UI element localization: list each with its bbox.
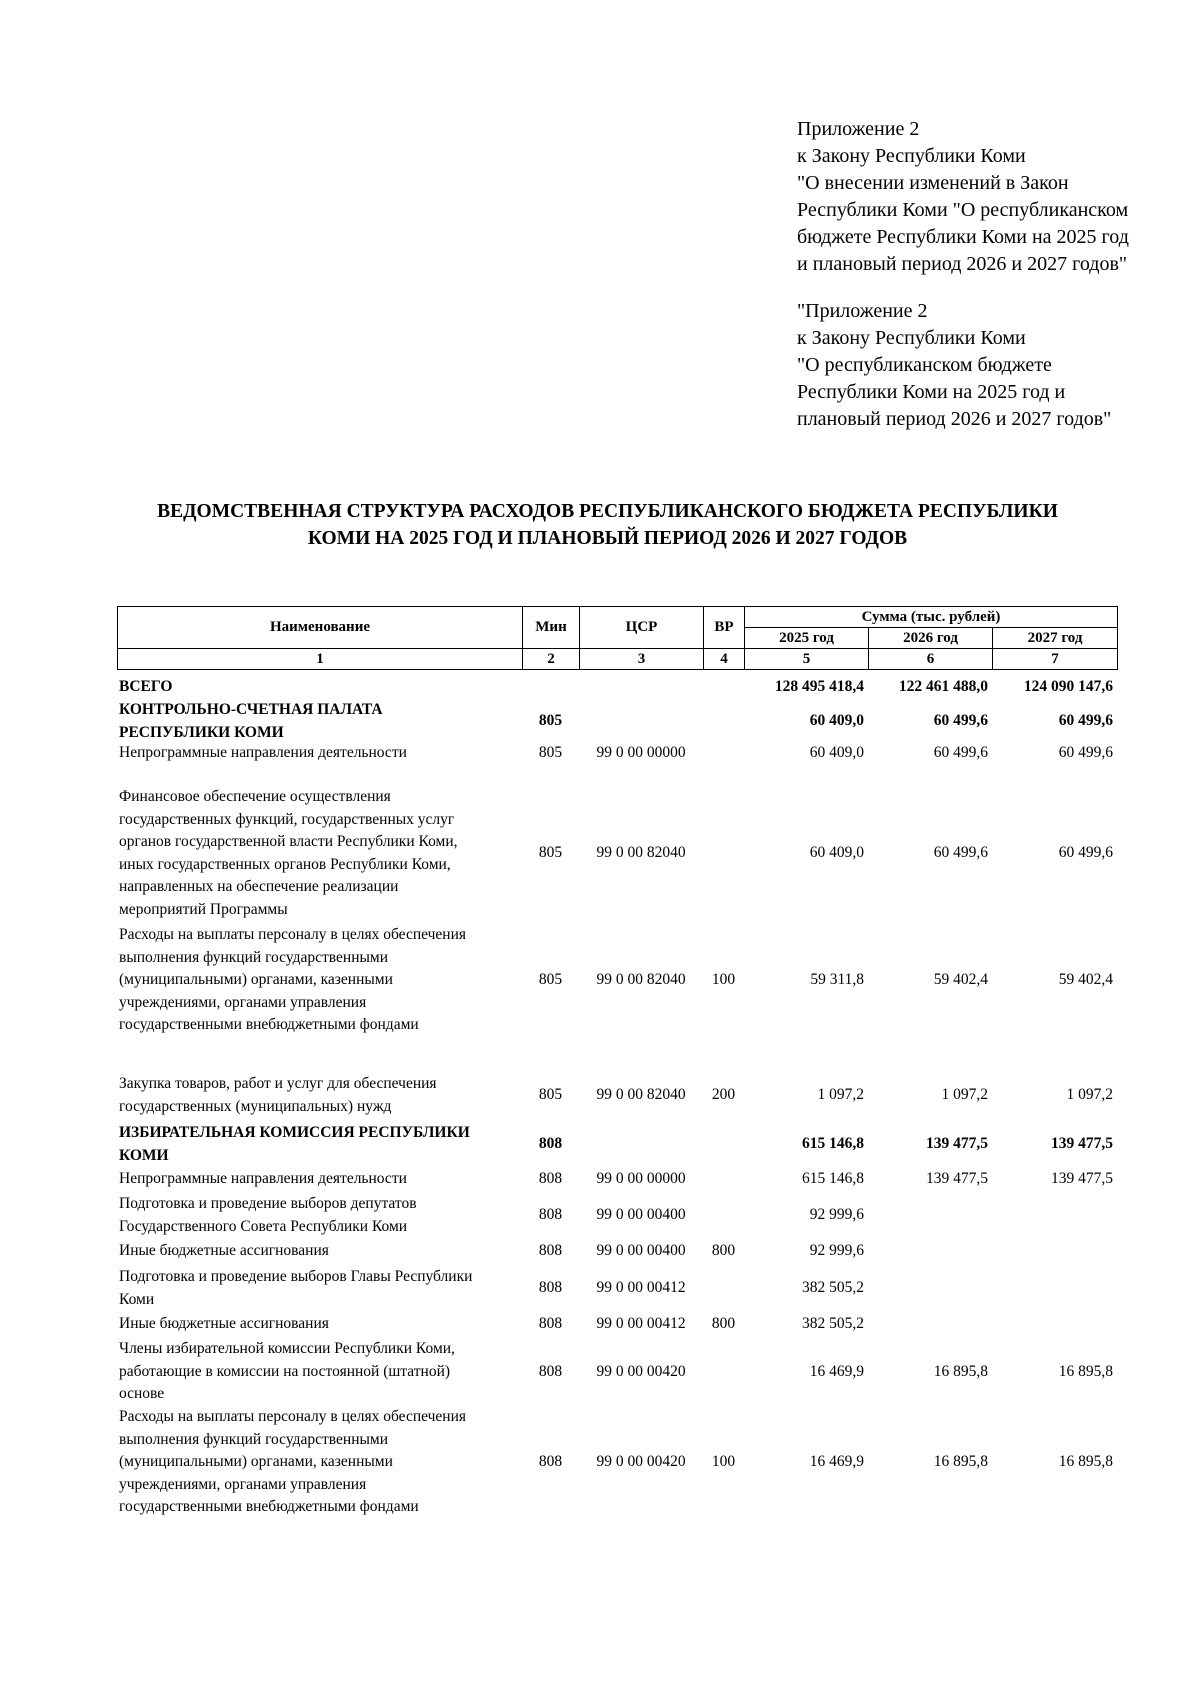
- row-csr: 99 0 00 82040: [596, 844, 686, 862]
- row-name-line: учреждениями, органами управления: [119, 993, 367, 1011]
- header-col-number: 2: [523, 649, 580, 670]
- row-name-line: государственных (муниципальных) нужд: [119, 1097, 392, 1115]
- row-name-line: ИЗБИРАТЕЛЬНАЯ КОМИССИЯ РЕСПУБЛИКИ: [119, 1124, 470, 1141]
- row-name-line: Иные бюджетные ассигнования: [119, 1242, 329, 1259]
- header-col-number: 7: [993, 649, 1118, 670]
- row-value-2026: 16 895,8: [933, 1362, 988, 1380]
- appendix-line: "О внесении изменений в Закон: [797, 172, 1069, 194]
- row-name-line: КОНТРОЛЬНО-СЧЕТНАЯ ПАЛАТА: [119, 701, 383, 718]
- row-name-line: (муниципальными) органами, казенными: [119, 1453, 393, 1470]
- row-value-2025: 16 469,9: [809, 1362, 864, 1380]
- table-row: [117, 676, 1117, 699]
- row-csr: 99 0 00 00420: [596, 1362, 686, 1380]
- row-name: [117, 742, 522, 765]
- row-csr: 99 0 00 00412: [596, 1279, 686, 1297]
- row-name: [117, 1168, 522, 1191]
- row-min: 808: [538, 1206, 563, 1224]
- row-value-2026: 139 477,5: [926, 1170, 988, 1187]
- row-name: [117, 1122, 522, 1167]
- row-min: 808: [538, 1279, 563, 1297]
- row-name-line: Подготовка и проведение выборов Главы Республики: [119, 1268, 473, 1285]
- appendix-line: "Приложение 2: [797, 300, 928, 322]
- row-value-2027: 60 499,6: [1058, 712, 1113, 730]
- row-name-line: Закупка товаров, работ и услуг для обеспечения: [119, 1075, 437, 1092]
- row-min: 808: [538, 1242, 563, 1259]
- table-row: [117, 1122, 1117, 1167]
- row-value-2025: 1 097,2: [817, 1086, 864, 1104]
- row-name-line: основе: [119, 1385, 165, 1402]
- table-row: [117, 1266, 1117, 1311]
- row-name-line: направленных на обеспечение реализации: [119, 878, 399, 895]
- row-value-2025: 382 505,2: [802, 1279, 864, 1297]
- row-value-2027: 16 895,8: [1058, 1362, 1113, 1380]
- row-value-2027: 1 097,2: [1066, 1086, 1113, 1104]
- row-name-line: ВСЕГО: [119, 678, 173, 695]
- row-value-2025: 60 409,0: [809, 744, 864, 761]
- row-name: [117, 1266, 522, 1311]
- row-name-line: учреждениями, органами управления: [119, 1475, 367, 1493]
- row-name-line: государственными внебюджетными фондами: [119, 1016, 419, 1033]
- row-csr: 99 0 00 82040: [596, 971, 686, 988]
- row-name-line: Расходы на выплаты персоналу в целях обеспечения: [119, 1408, 467, 1425]
- row-name-line: работающие в комиссии на постоянной (штатной): [119, 1362, 451, 1380]
- row-csr: 99 0 00 00420: [596, 1453, 686, 1470]
- title-line-2: КОМИ НА 2025 ГОД И ПЛАНОВЫЙ ПЕРИОД 2026 И 2027 ГОДОВ: [307, 528, 908, 549]
- row-name: [117, 1193, 522, 1238]
- row-value-2025: 59 311,8: [810, 971, 864, 988]
- row-value-2027: 139 477,5: [1051, 1170, 1113, 1187]
- row-csr: 99 0 00 00400: [596, 1206, 686, 1224]
- header-min: Мин: [523, 607, 580, 649]
- row-value-2025: 92 999,6: [809, 1206, 864, 1224]
- row-value-2027: 59 402,4: [1058, 971, 1113, 988]
- header-year-2027: 2027 год: [993, 628, 1118, 649]
- table-header: [117, 606, 1118, 670]
- header-year-2026: 2026 год: [869, 628, 993, 649]
- row-name-line: Государственного Совета Республики Коми: [119, 1217, 408, 1235]
- row-min: 808: [538, 1453, 563, 1470]
- row-name-line: Непрограммные направления деятельности: [119, 744, 407, 761]
- row-csr: 99 0 00 82040: [596, 1086, 686, 1104]
- row-name-line: государственных функций, государственных услуг: [119, 810, 455, 828]
- row-name-line: Члены избирательной комиссии Республики Коми,: [119, 1340, 455, 1357]
- row-name-line: органов государственной власти Республики Коми,: [119, 833, 458, 850]
- row-value-2026: 139 477,5: [926, 1135, 988, 1153]
- row-value-2025: 60 409,0: [809, 712, 864, 730]
- table-row: [117, 1073, 1117, 1118]
- row-value-2025: 16 469,9: [809, 1453, 864, 1470]
- row-name-line: Расходы на выплаты персоналу в целях обеспечения: [119, 926, 467, 943]
- row-min: 805: [538, 712, 563, 730]
- header-sum: Сумма (тыс. рублей): [745, 607, 1118, 628]
- row-min: 805: [538, 1086, 563, 1104]
- row-name-line: иных государственных органов Республики Коми,: [119, 855, 451, 873]
- appendix-line: Республики Коми "О республиканском: [797, 199, 1129, 221]
- row-value-2026: 16 895,8: [933, 1453, 988, 1470]
- row-name-line: выполнения функций государственными: [119, 1430, 389, 1448]
- appendix-line: Республики Коми на 2025 год и: [797, 381, 1066, 403]
- row-name: [117, 1313, 522, 1336]
- row-value-2026: 60 499,6: [933, 744, 988, 761]
- row-name-line: РЕСПУБЛИКИ КОМИ: [119, 723, 284, 741]
- row-value-2026: 60 499,6: [933, 844, 988, 862]
- header-col-number: 4: [704, 649, 745, 670]
- appendix-line: Приложение 2: [797, 118, 920, 140]
- row-name-line: КОМИ: [119, 1146, 169, 1164]
- row-value-2026: 1 097,2: [941, 1086, 988, 1104]
- header-csr: ЦСР: [580, 607, 704, 649]
- row-value-2025: 92 999,6: [809, 1242, 864, 1259]
- row-value-2025: 128 495 418,4: [774, 678, 864, 695]
- row-csr: 99 0 00 00412: [596, 1315, 686, 1332]
- row-value-2026: 122 461 488,0: [898, 678, 988, 695]
- header-col-number: 1: [118, 649, 523, 670]
- row-csr: 99 0 00 00400: [596, 1242, 686, 1259]
- row-vr: 800: [711, 1315, 736, 1332]
- row-vr: 100: [711, 971, 736, 988]
- row-name: [117, 676, 522, 699]
- appendix-line: к Закону Республики Коми: [797, 145, 1026, 167]
- appendix-line: и плановый период 2026 и 2027 годов": [797, 253, 1128, 275]
- header-col-number: 5: [745, 649, 869, 670]
- appendix-line: к Закону Республики Коми: [797, 327, 1026, 349]
- row-min: 808: [538, 1315, 563, 1332]
- row-value-2027: 16 895,8: [1058, 1453, 1113, 1470]
- row-value-2025: 382 505,2: [802, 1315, 864, 1332]
- table-row: [117, 1406, 1117, 1519]
- row-vr: 800: [711, 1242, 736, 1259]
- row-name-line: Непрограммные направления деятельности: [119, 1170, 407, 1187]
- row-min: 805: [538, 971, 563, 988]
- row-name-line: государственными внебюджетными фондами: [119, 1498, 419, 1515]
- appendix-line: плановый период 2026 и 2027 годов": [797, 408, 1112, 430]
- row-vr: 200: [711, 1086, 736, 1104]
- row-name: [117, 1406, 522, 1519]
- row-name-line: Подготовка и проведение выборов депутатов: [119, 1195, 417, 1212]
- table-row: [117, 1240, 1117, 1263]
- table-row: [117, 1338, 1117, 1406]
- row-name: [117, 1338, 522, 1406]
- row-value-2025: 615 146,8: [802, 1170, 864, 1187]
- document-title: [110, 498, 1105, 552]
- row-name: [117, 1073, 522, 1118]
- row-value-2026: 60 499,6: [933, 712, 988, 730]
- row-min: 805: [538, 844, 563, 862]
- row-value-2027: 60 499,6: [1058, 844, 1113, 862]
- row-csr: 99 0 00 00000: [596, 744, 686, 761]
- row-value-2025: 615 146,8: [802, 1135, 864, 1153]
- row-value-2027: 139 477,5: [1051, 1135, 1113, 1153]
- row-csr: 99 0 00 00000: [596, 1170, 686, 1187]
- row-name-line: выполнения функций государственными: [119, 948, 389, 966]
- row-min: 808: [538, 1362, 563, 1380]
- table-row: [117, 924, 1117, 1037]
- row-name: [117, 1240, 522, 1263]
- row-name-line: Коми: [119, 1290, 155, 1308]
- row-value-2025: 60 409,0: [809, 844, 864, 862]
- table-row: [117, 786, 1117, 921]
- row-name: [117, 699, 522, 744]
- row-name-line: Финансовое обеспечение осуществления: [119, 788, 391, 805]
- table-row: [117, 1193, 1117, 1238]
- table-row: [117, 699, 1117, 744]
- header-name: Наименование: [118, 607, 523, 649]
- appendix-note-budget-law: [797, 298, 1177, 433]
- row-min: 808: [538, 1170, 563, 1187]
- table-row: [117, 742, 1117, 765]
- row-value-2027: 124 090 147,6: [1023, 678, 1113, 695]
- row-value-2026: 59 402,4: [933, 971, 988, 988]
- row-min: 805: [538, 744, 563, 761]
- row-value-2027: 60 499,6: [1058, 744, 1113, 761]
- header-col-number: 6: [869, 649, 993, 670]
- row-min: 808: [538, 1135, 563, 1153]
- row-name: [117, 786, 522, 921]
- row-name-line: мероприятий Программы: [119, 900, 288, 918]
- row-name-line: (муниципальными) органами, казенными: [119, 971, 393, 988]
- appendix-line: "О республиканском бюджете: [797, 354, 1052, 376]
- appendix-line: бюджете Республики Коми на 2025 год: [797, 226, 1129, 248]
- row-vr: 100: [711, 1453, 736, 1470]
- table-row: [117, 1168, 1117, 1191]
- header-col-number: 3: [580, 649, 704, 670]
- appendix-note-amending-law: [797, 116, 1177, 278]
- title-line-1: ВЕДОМСТВЕННАЯ СТРУКТУРА РАСХОДОВ РЕСПУБЛИКАНСКОГО БЮДЖЕТА РЕСПУБЛИКИ: [157, 501, 1058, 522]
- header-vr: ВР: [704, 607, 745, 649]
- row-name: [117, 924, 522, 1037]
- header-year-2025: 2025 год: [745, 628, 869, 649]
- row-name-line: Иные бюджетные ассигнования: [119, 1315, 329, 1332]
- table-row: [117, 1313, 1117, 1336]
